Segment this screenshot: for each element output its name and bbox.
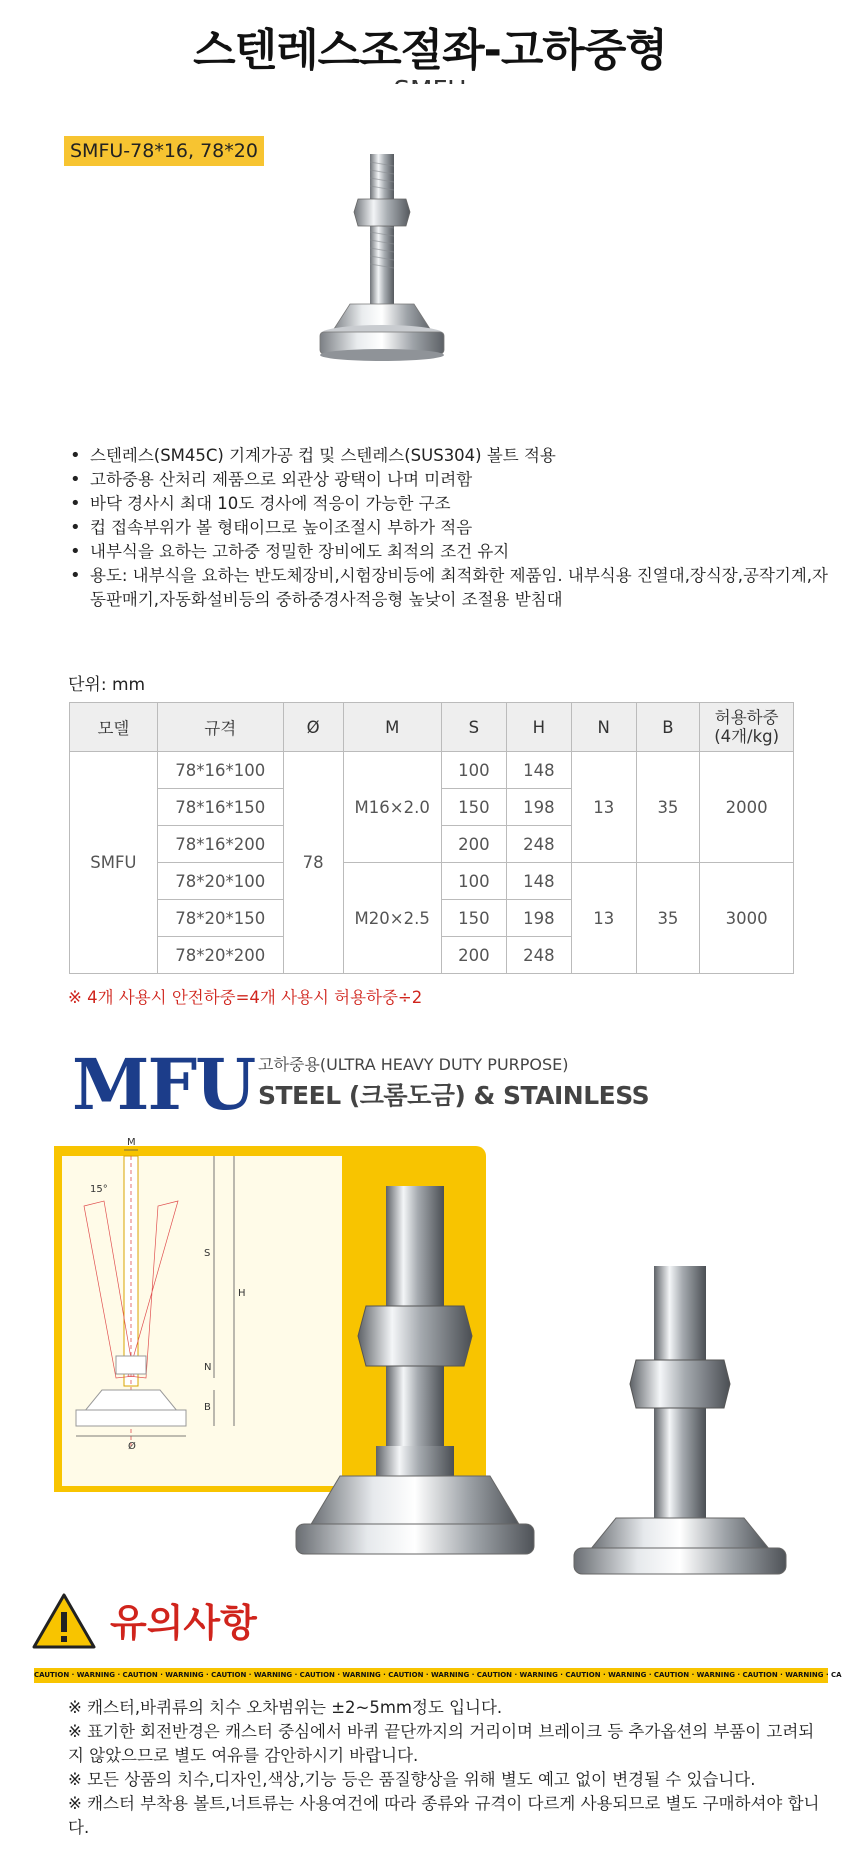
spec-cell: 78*20*150 <box>157 900 283 937</box>
feature-item: • 고하중용 산처리 제품으로 외관상 광택이 나며 미려함 <box>68 468 828 492</box>
h-cell: 148 <box>506 863 571 900</box>
col-header: 허용하중 (4개/kg) <box>700 703 794 752</box>
dim-label-diameter: Ø <box>128 1441 136 1452</box>
dim-label-b: B <box>204 1402 211 1413</box>
dim-label-n: N <box>204 1362 212 1373</box>
n-cell: 13 <box>571 752 636 863</box>
b-cell: 35 <box>636 752 700 863</box>
m-cell: M16×2.0 <box>343 752 441 863</box>
feature-item: • 용도: 내부식을 요하는 반도체장비,시험장비등에 최적화한 제품임. 내부식용 진열대,장식장,공작기계,자동판매기,자동화설비등의 중하중경사적응형 높낮이 조절용 받침대 <box>68 564 828 612</box>
s-cell: 200 <box>441 826 506 863</box>
col-header: B <box>636 703 700 752</box>
col-header: Ø <box>283 703 343 752</box>
n-cell: 13 <box>571 863 636 974</box>
spec-cell: 78*16*150 <box>157 789 283 826</box>
s-cell: 150 <box>441 900 506 937</box>
spec-cell: 78*20*200 <box>157 937 283 974</box>
s-cell: 150 <box>441 789 506 826</box>
table-header-row <box>70 703 794 752</box>
dim-label-m: M <box>127 1137 136 1148</box>
page-title: 스텐레스조절좌-고하중형 <box>193 25 667 76</box>
dim-label-angle: 15° <box>90 1184 108 1195</box>
h-cell: 198 <box>506 789 571 826</box>
m-cell: M20×2.5 <box>343 863 441 974</box>
spec-tag: SMFU-78*16, 78*20 <box>64 136 264 166</box>
load-cell: 2000 <box>700 752 794 863</box>
feature-item: • 컵 접속부위가 볼 형태이므로 높이조절시 부하가 적음 <box>68 516 828 540</box>
caution-title: 유의사항 <box>110 1601 257 1645</box>
h-cell: 148 <box>506 752 571 789</box>
s-cell: 100 <box>441 863 506 900</box>
caution-warning-strip: CAUTION · WARNING · CAUTION · WARNING · CAUTION · WARNING · CAUTION · WARNING · CAUTION · WARNING · CAUTION · WARNING · CAUTION · WARNING · CAUTION · WARNING · CAUTION · WARNING · CA <box>34 1668 828 1683</box>
feature-item: • 내부식을 요하는 고하중 정밀한 장비에도 최적의 조건 유지 <box>68 540 828 564</box>
table-row <box>70 863 794 900</box>
caution-note-item: ※ 캐스터,바퀴류의 치수 오차범위는 ±2~5mm정도 입니다. <box>68 1698 503 1717</box>
spec-cell: 78*16*100 <box>157 752 283 789</box>
h-cell: 248 <box>506 937 571 974</box>
caution-note-item: ※ 모든 상품의 치수,디자인,색상,기능 등은 품질향상을 위해 별도 예고 없이 변경될 수 있습니다. <box>68 1770 756 1789</box>
brand-material: STEEL (크롬도금) & STAINLESS <box>258 1081 650 1110</box>
product-photo-pair <box>270 1146 830 1576</box>
col-header: H <box>506 703 571 752</box>
feature-item: • 스텐레스(SM45C) 기계가공 컵 및 스텐레스(SUS304) 볼트 적용 <box>68 444 828 468</box>
col-header: N <box>571 703 636 752</box>
brand-logo: MFU <box>72 1043 255 1126</box>
col-header: 모델 <box>70 703 158 752</box>
unit-label: 단위: mm <box>68 675 146 695</box>
caution-note-item: ※ 표기한 회전반경은 캐스터 중심에서 바퀴 끝단까지의 거리이며 브레이크 등 추가옵션의 부품이 고려되지 않았으므로 별도 여유를 감안하시기 바랍니다. <box>68 1722 815 1765</box>
model-cell: SMFU <box>70 752 158 974</box>
col-header: 규격 <box>157 703 283 752</box>
brand-purpose: 고하중용(ULTRA HEAVY DUTY PURPOSE) <box>258 1055 569 1074</box>
b-cell: 35 <box>636 863 700 974</box>
spec-cell: 78*20*100 <box>157 863 283 900</box>
dim-label-h: H <box>238 1288 246 1299</box>
caution-note-item: ※ 캐스터 부착용 볼트,너트류는 사용여건에 따라 종류와 규격이 다르게 사용되므로 별도 구매하셔야 합니다. <box>68 1794 820 1837</box>
diameter-cell: 78 <box>283 752 343 974</box>
spec-table <box>69 702 794 974</box>
spec-cell: 78*16*200 <box>157 826 283 863</box>
load-cell: 3000 <box>700 863 794 974</box>
dim-label-s: S <box>204 1248 211 1259</box>
s-cell: 200 <box>441 937 506 974</box>
feature-item: • 바닥 경사시 최대 10도 경사에 적응이 가능한 구조 <box>68 492 828 516</box>
caution-notes <box>68 1696 828 1840</box>
h-cell: 248 <box>506 826 571 863</box>
feature-list <box>68 444 828 612</box>
s-cell: 100 <box>441 752 506 789</box>
safety-load-note: ※ 4개 사용시 안전하중=4개 사용시 허용하중÷2 <box>68 988 423 1007</box>
col-header: S <box>441 703 506 752</box>
col-header: M <box>343 703 441 752</box>
warning-triangle-icon <box>32 1592 96 1650</box>
h-cell: 198 <box>506 900 571 937</box>
table-row <box>70 752 794 789</box>
